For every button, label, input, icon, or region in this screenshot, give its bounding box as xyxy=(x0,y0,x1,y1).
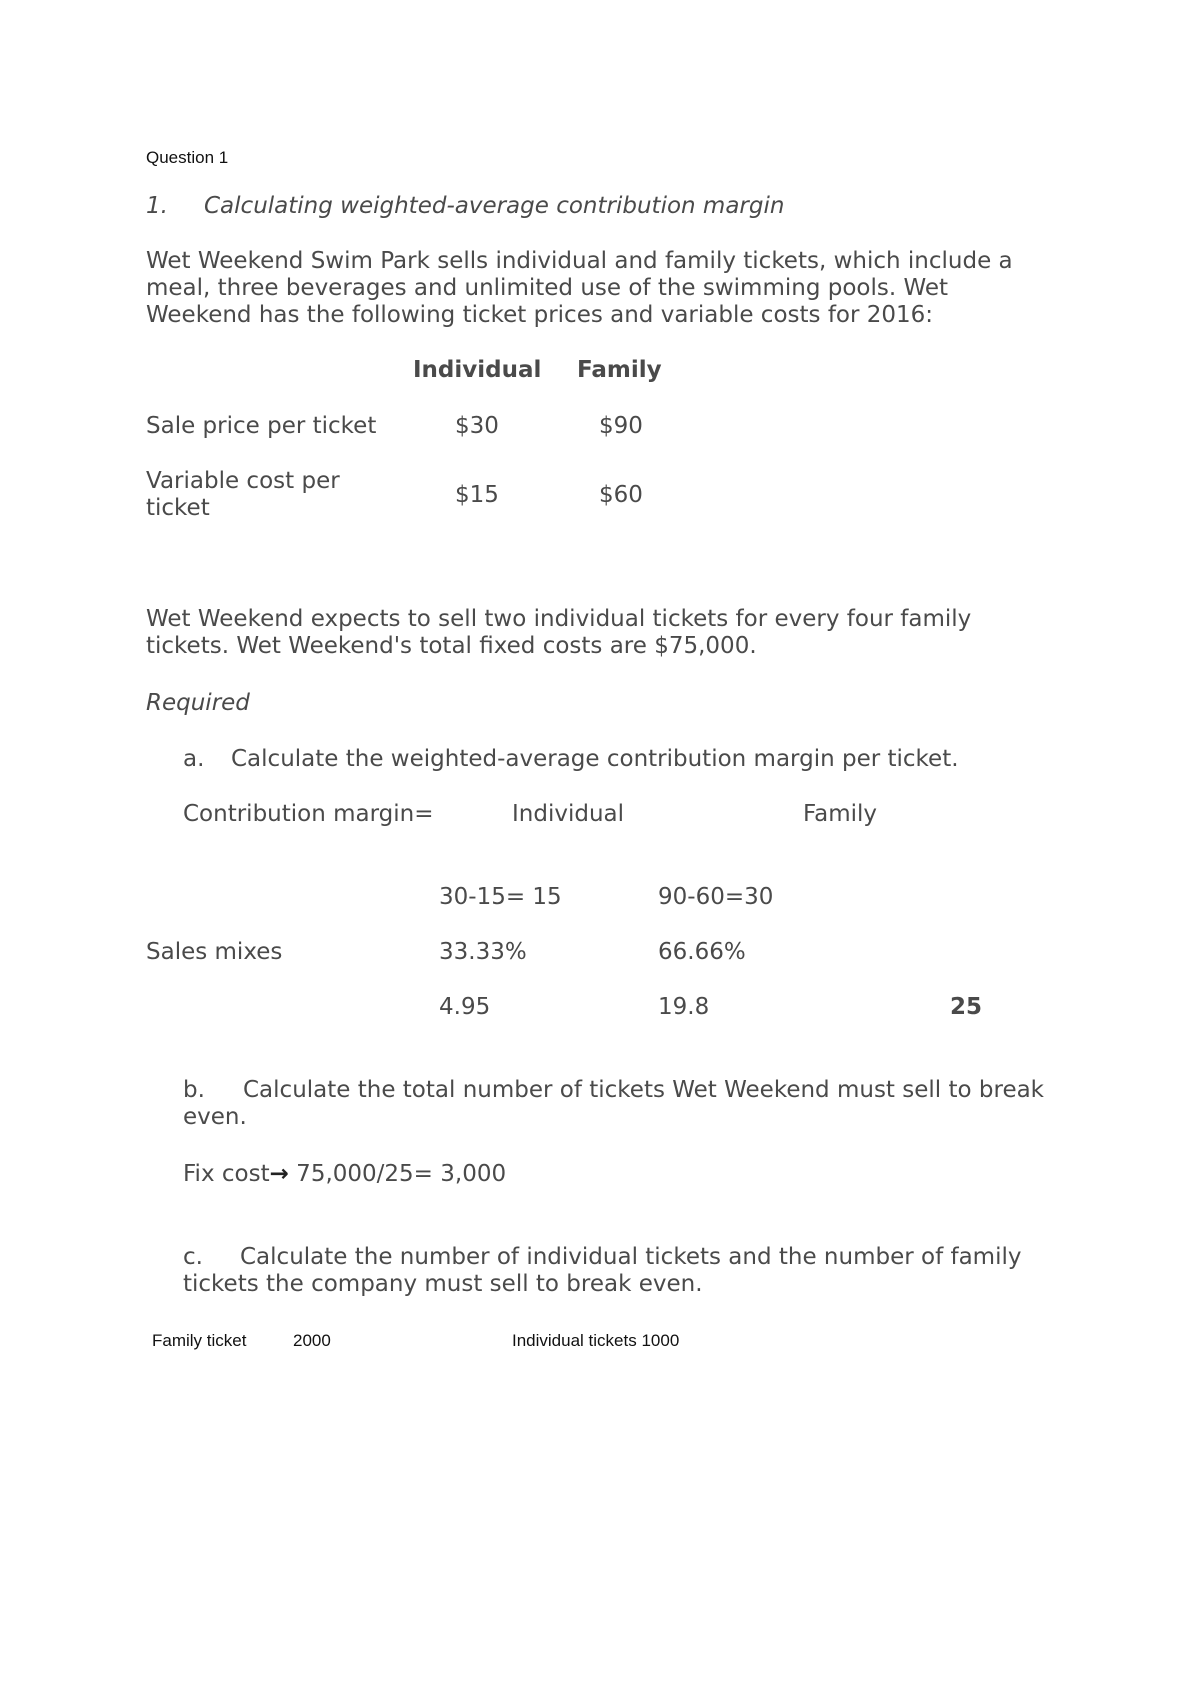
cm-individual-calc: 30-15= 15 xyxy=(439,884,562,910)
part-c-line-2: tickets the company must sell to break even. xyxy=(183,1271,703,1297)
part-c-line-1: Calculate the number of individual tickets and the number of family xyxy=(240,1244,1022,1270)
part-b-line-1: Calculate the total number of tickets Wet Weekend must sell to break xyxy=(243,1077,1045,1103)
row-label-variable-cost-2: ticket xyxy=(146,495,210,521)
cm-col-individual: Individual xyxy=(512,801,625,827)
answer-family-value: 2000 xyxy=(293,1331,331,1350)
intro-line-3: Weekend has the following ticket prices and variable costs for 2016: xyxy=(146,302,934,328)
sales-mix-label: Sales mixes xyxy=(146,939,283,965)
sale-price-family: $90 xyxy=(599,413,643,439)
sales-mix-family: 66.66% xyxy=(658,939,746,965)
table-header-individual: Individual xyxy=(413,357,542,383)
answer-family-label: Family ticket xyxy=(152,1331,247,1350)
part-c-letter: c. xyxy=(183,1244,203,1270)
table-header-family: Family xyxy=(577,357,662,383)
sale-price-individual: $30 xyxy=(455,413,499,439)
variable-cost-individual: $15 xyxy=(455,482,499,508)
variable-cost-family: $60 xyxy=(599,482,643,508)
part-b-answer-prefix: Fix cost xyxy=(183,1161,270,1187)
row-label-sale-price: Sale price per ticket xyxy=(146,413,377,439)
right-arrow-icon: → xyxy=(269,1161,289,1187)
part-a-letter: a. xyxy=(183,746,205,772)
cm-family-calc: 90-60=30 xyxy=(658,884,774,910)
required-label: Required xyxy=(146,690,250,716)
weighted-family: 19.8 xyxy=(658,994,710,1020)
part-b-letter: b. xyxy=(183,1077,205,1103)
weighted-individual: 4.95 xyxy=(439,994,491,1020)
part-b-line-2: even. xyxy=(183,1104,247,1130)
intro-line-1: Wet Weekend Swim Park sells individual and family tickets, which include a xyxy=(146,248,1013,274)
sales-mix-individual: 33.33% xyxy=(439,939,527,965)
cm-col-family: Family xyxy=(803,801,878,827)
answer-individual: Individual tickets 1000 xyxy=(512,1331,680,1350)
row-label-variable-cost-1: Variable cost per xyxy=(146,468,340,494)
question-label: Question 1 xyxy=(146,148,229,167)
expect-line-1: Wet Weekend expects to sell two individual tickets for every four family xyxy=(146,606,972,632)
expect-line-2: tickets. Wet Weekend's total fixed costs are $75,000. xyxy=(146,633,757,659)
heading-title: Calculating weighted-average contribution margin xyxy=(204,193,785,219)
weighted-total: 25 xyxy=(950,994,983,1020)
cm-label: Contribution margin= xyxy=(183,801,434,827)
part-b-answer-text: 75,000/25= 3,000 xyxy=(288,1161,507,1187)
intro-line-2: meal, three beverages and unlimited use of the swimming pools. Wet xyxy=(146,275,949,301)
part-a-text: Calculate the weighted-average contribution margin per ticket. xyxy=(231,746,959,772)
heading-number: 1. xyxy=(146,193,168,219)
part-b-answer xyxy=(183,1160,506,1188)
